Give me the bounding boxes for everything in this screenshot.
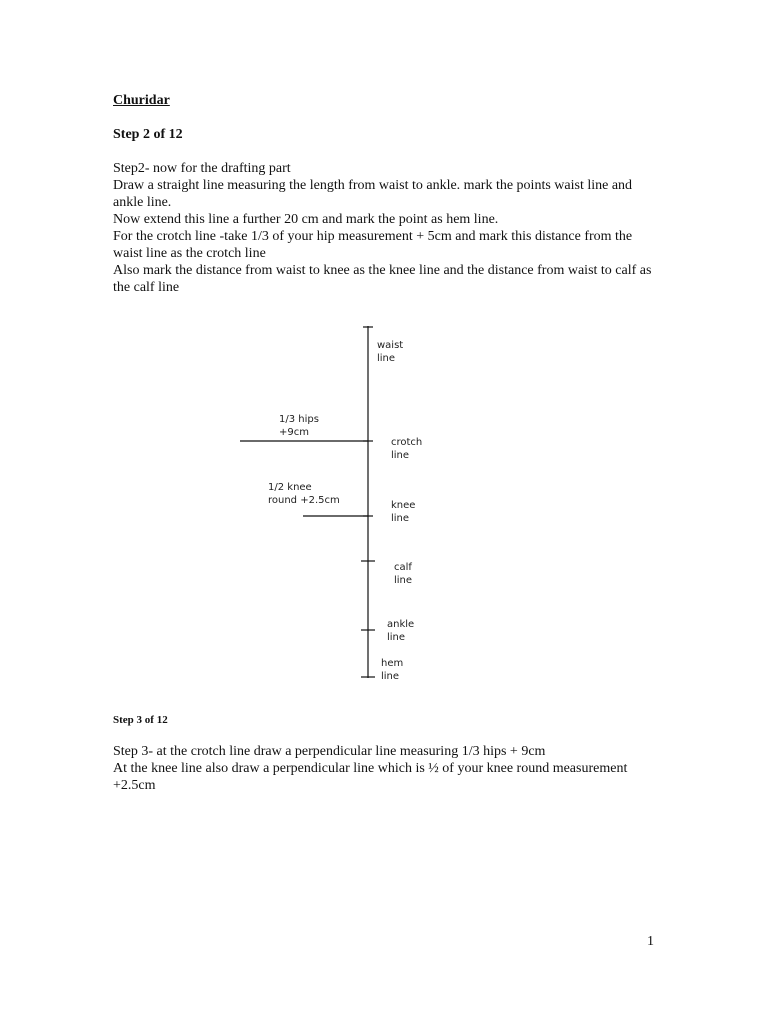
step-3-line: Step 3- at the crotch line draw a perpendicular line measuring 1/3 hips + 9cm: [113, 744, 546, 759]
knee-measurement-label: 1/2 knee round +2.5cm: [268, 482, 340, 506]
drafting-diagram-lines: [230, 318, 450, 690]
step-3-line: At the knee line also draw a perpendicular line which is ½ of your knee round measurement +2.5cm: [113, 761, 628, 793]
waist-line-label: waist line: [377, 340, 404, 364]
page-number: 1: [647, 934, 654, 949]
calf-line-label: calf line: [394, 562, 413, 586]
hem-line-label: hem line: [381, 658, 404, 682]
step-2-heading: Step 2 of 12: [113, 127, 183, 142]
step-3-instructions: [113, 743, 658, 794]
crotch-line-label: crotch line: [391, 437, 423, 461]
step-2-line: For the crotch line -take 1/3 of your hip measurement + 5cm and mark this distance from the waist line as the crotch line: [113, 229, 633, 261]
step-2-line: Also mark the distance from waist to knee as the knee line and the distance from waist to calf as the calf line: [113, 263, 652, 295]
step-2-line: Step2- now for the drafting part: [113, 161, 291, 176]
step-2-line: Draw a straight line measuring the length from waist to ankle. mark the points waist line and ankle line.: [113, 178, 633, 210]
step-3-heading: Step 3 of 12: [113, 714, 168, 726]
hips-measurement-label: 1/3 hips +9cm: [279, 414, 319, 438]
document-title: Churidar: [113, 93, 170, 108]
step-2-line: Now extend this line a further 20 cm and mark the point as hem line.: [113, 212, 499, 227]
ankle-line-label: ankle line: [387, 619, 415, 643]
drafting-diagram: [230, 318, 450, 690]
knee-line-label: knee line: [391, 500, 416, 524]
step-2-instructions: [113, 160, 658, 296]
